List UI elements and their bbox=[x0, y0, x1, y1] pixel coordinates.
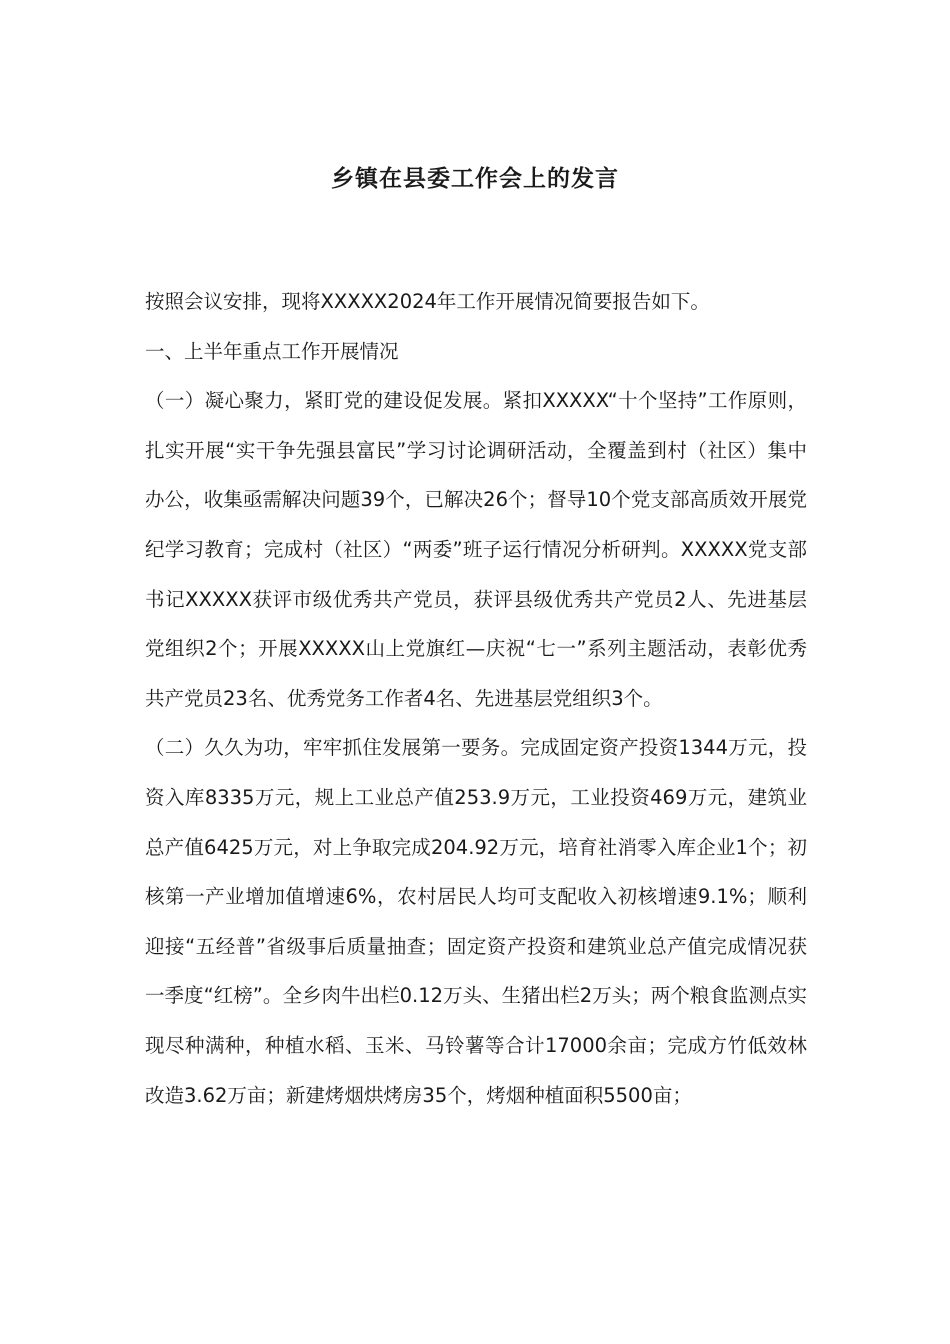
paragraph-party-building: （一）凝心聚力，紧盯党的建设促发展。紧扣XXXXX“十个坚持”工作原则，扎实开展“实干争先强县富民”学习讨论调研活动，全覆盖到村（社区）集中办公，收集亟需解决问题39个，已解决26个；督导10个党支部高质效开展党纪学习教育；完成村（社区）“两委”班子运行情况分析研判。XXXXX党支部书记XXXXX获评市级优秀共产党员，获评县级优秀共产党员2人、先进基层党组织2个；开展XXXXX山上党旗红—庆祝“七一”系列主题活动，表彰优秀共产党员23名、优秀党务工作者4名、先进基层党组织3个。 bbox=[145, 389, 807, 710]
document-title: 乡镇在县委工作会上的发言 bbox=[331, 166, 619, 192]
section-heading: 一、上半年重点工作开展情况 bbox=[145, 339, 399, 363]
document-body bbox=[145, 277, 807, 1120]
paragraph-development: （二）久久为功，牢牢抓住发展第一要务。完成固定资产投资1344万元，投资入库8335万元，规上工业总产值253.9万元，工业投资469万元，建筑业总产值6425万元，对上争取完成204.92万元，培育社消零入库企业1个；初核第一产业增加值增速6%，农村居民人均可支配收入初核增速9.1%；顺利迎接“五经普”省级事后质量抽查；固定资产投资和建筑业总产值完成情况获一季度“红榜”。全乡肉牛出栏0.12万头、生猪出栏2万头；两个粮食监测点实现尽种满种，种植水稻、玉米、马铃薯等合计17000余亩；完成方竹低效林改造3.62万亩；新建烤烟烘烤房35个，烤烟种植面积5500亩； bbox=[145, 736, 807, 1107]
intro-paragraph: 按照会议安排，现将XXXXX2024年工作开展情况简要报告如下。 bbox=[145, 290, 710, 313]
